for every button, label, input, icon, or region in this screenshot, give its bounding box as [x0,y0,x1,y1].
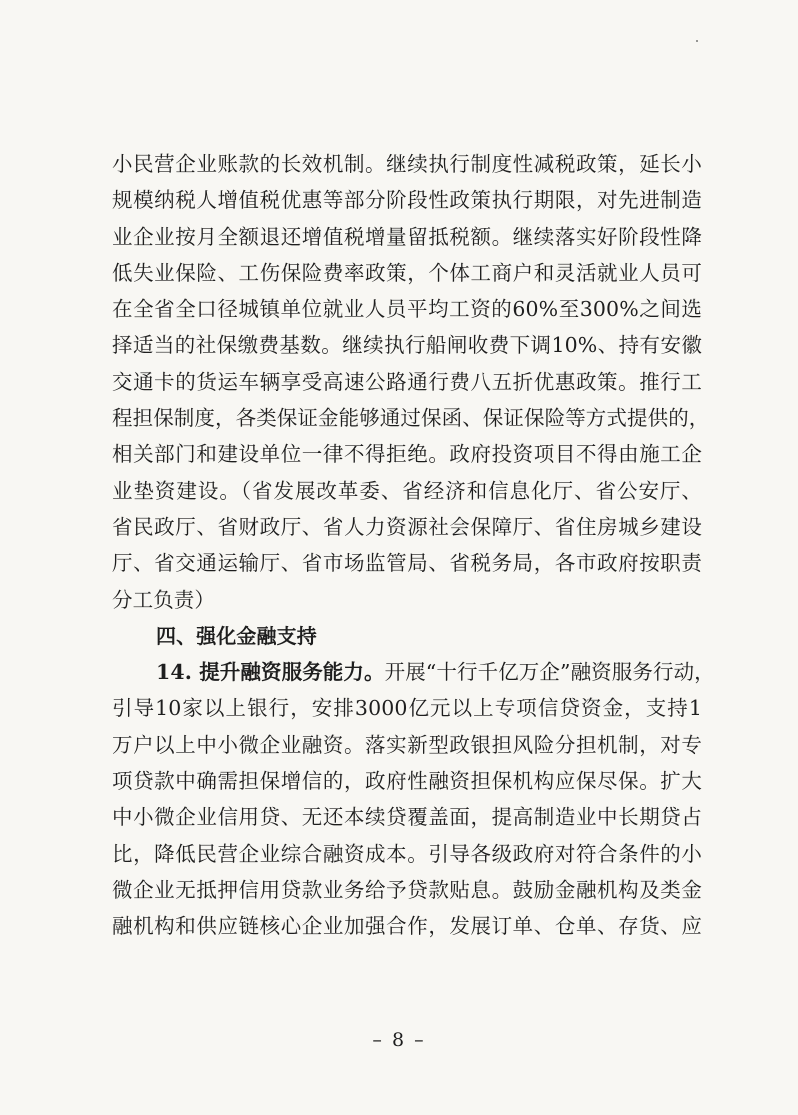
paragraph-lead-line [112,654,715,690]
paragraph-line: 万户以上中小微企业融资。落实新型政银担风险分担机制，对专 [112,732,702,757]
paragraph-line: 业企业按月全额退还增值税增量留抵税额。继续落实好阶段性降 [112,224,702,249]
paragraph-line: 项贷款中确需担保增信的，政府性融资担保机构应保尽保。扩大 [112,769,702,794]
paragraph-line: 业垫资建设。（省发展改革委、省经济和信息化厅、省公安厅、 [112,478,702,503]
paragraph-line: 在全省全口径城镇单位就业人员平均工资的60%至300%之间选 [112,297,702,322]
paragraph-line: 交通卡的货运车辆享受高速公路通行费八五折优惠政策。推行工 [112,369,702,394]
scan-speck [696,40,698,42]
paragraph-line: 厅、省交通运输厅、省市场监管局、省税务局，各市政府按职责 [112,551,702,576]
paragraph-line: 融机构和供应链核心企业加强合作，发展订单、仓单、存货、应 [112,914,702,939]
paragraph-line: 规模纳税人增值税优惠等部分阶段性政策执行期限，对先进制造 [112,188,702,213]
paragraph-line: 相关部门和建设单位一律不得拒绝。政府投资项目不得由施工企 [112,442,702,467]
body-text [112,146,715,945]
paragraph-line: 择适当的社保缴费基数。继续执行船闸收费下调10%、持有安徽 [112,333,702,358]
paragraph-line: 中小微企业信用贷、无还本续贷覆盖面，提高制造业中长期贷占 [112,805,702,830]
paragraph-line: 低失业保险、工伤保险费率政策，个体工商户和灵活就业人员可 [112,260,702,285]
paragraph-line: 比，降低民营企业综合融资成本。引导各级政府对符合条件的小 [112,841,702,866]
paragraph-line: 微企业无抵押信用贷款业务给予贷款贴息。鼓励金融机构及类金 [112,877,702,902]
paragraph-last-line: 分工负责） [112,587,215,612]
paragraph-line: 程担保制度，各类保证金能够通过保函、保证保险等方式提供的， [112,406,710,431]
item-title: 14. 提升融资服务能力。 [156,660,385,685]
item-text: 开展“十行千亿万企”融资服务行动， [384,660,715,685]
page-number: – 8 – [372,1029,426,1051]
paragraph-line: 省民政厅、省财政厅、省人力资源社会保障厅、省住房城乡建设 [112,514,702,539]
paragraph-line: 小民营企业账款的长效机制。继续执行制度性减税政策，延长小 [112,152,702,176]
paragraph-line: 引导10家以上银行，安排3000亿元以上专项信贷资金，支持1 [112,696,702,721]
section-heading: 四、强化金融支持 [156,623,317,648]
